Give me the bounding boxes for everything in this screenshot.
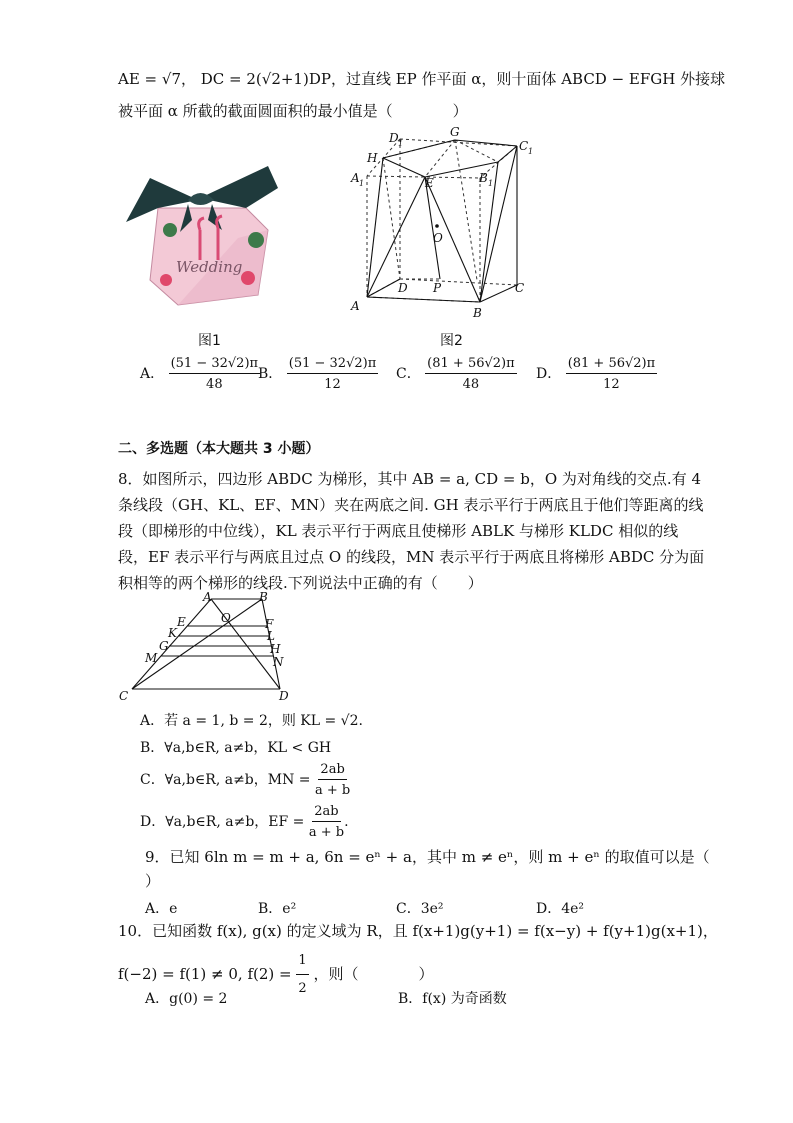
trap-label-E: E — [177, 615, 186, 629]
trap-label-O: O — [221, 611, 231, 625]
q7-option-a-denominator: 48 — [206, 377, 223, 392]
q8-line-3: 段（即梯形的中位线），KL 表示平行于两底且使梯形 ABLK 与梯形 KLDC 相似的线 — [118, 522, 679, 540]
trap-label-B: B — [259, 590, 268, 604]
q8-option-d-period: . — [344, 814, 349, 830]
q8-option-b[interactable]: B．∀a,b∈R, a≠b，KL < GH — [140, 740, 332, 756]
label-B: B — [473, 306, 482, 320]
q8-option-c-text: C．∀a,b∈R, a≠b，MN = — [140, 772, 311, 788]
label-P: P — [433, 281, 442, 295]
figure-trapezoid — [115, 590, 300, 705]
label-H: H — [367, 151, 378, 165]
q10-fraction-denominator: 2 — [298, 981, 307, 996]
q7-option-d-letter: D． — [536, 366, 562, 382]
q7-option-c[interactable] — [396, 356, 517, 392]
q8-line-5: 积相等的两个梯形的线段.下列说法中正确的有（ ） — [118, 574, 483, 592]
q7-option-b-letter: B． — [258, 366, 283, 382]
label-D1-sub: 1 — [398, 139, 404, 148]
q7-option-a-numerator: (51 − 32√2)π — [169, 356, 260, 374]
section-2-title: 二、多选题（本大题共 3 小题） — [118, 441, 320, 457]
trap-label-N: N — [273, 655, 284, 669]
label-O: O — [433, 231, 443, 245]
q10-line-1: 10．已知函数 f(x), g(x) 的定义域为 R，且 f(x+1)g(y+1) = f(x−y) + f(y+1)g(x+1)， — [118, 922, 718, 940]
trap-label-H: H — [270, 642, 281, 656]
q7-option-c-denominator: 48 — [462, 377, 480, 392]
q8-line-1: 8．如图所示，四边形 ABDC 为梯形，其中 AB = a, CD = b，O 为对角线的交点.有 4 — [118, 470, 702, 488]
q9-line-2: ） — [145, 872, 161, 890]
label-C1: C — [519, 139, 529, 153]
q10-line-2-text: f(−2) = f(1) ≠ 0, f(2) = — [118, 965, 292, 983]
label-D: D — [398, 281, 408, 295]
q9-option-a[interactable]: A．e — [145, 901, 178, 917]
trap-label-C: C — [119, 689, 129, 703]
q9-line-1: 9．已知 6ln m = m + a, 6n = eⁿ + a，其中 m ≠ eⁿ，则 m + eⁿ 的取值可以是（ — [145, 848, 710, 866]
label-C1-sub: 1 — [528, 147, 534, 156]
trap-label-G: G — [159, 639, 169, 653]
q10-line-2-tail: ，则（ ） — [313, 965, 434, 983]
q7-option-d-numerator: (81 + 56√2)π — [566, 356, 657, 374]
trap-label-A: A — [203, 590, 212, 604]
figure-2-decahedron — [345, 122, 545, 322]
q7-option-c-numerator: (81 + 56√2)π — [425, 356, 516, 374]
q8-option-c-denominator: a + b — [314, 783, 351, 798]
figure-1-wedding-text: Wedding — [176, 258, 243, 276]
q10-option-a[interactable]: A．g(0) = 2 — [145, 991, 228, 1007]
q10-fraction-numerator: 1 — [296, 950, 308, 975]
q8-line-4: 段，EF 表示平行与两底且过点 O 的线段，MN 表示平行于两底且将梯形 ABDC 分为面 — [118, 548, 705, 566]
q7-option-d-denominator: 12 — [603, 377, 620, 392]
label-B1-sub: 1 — [488, 179, 494, 188]
label-D1: D — [389, 131, 399, 145]
q8-option-d-numerator: 2ab — [312, 804, 340, 822]
q7-option-a[interactable] — [140, 356, 260, 392]
q8-option-a[interactable]: A．若 a = 1, b = 2，则 KL = √2. — [140, 713, 363, 729]
q7-line-2: 被平面 α 所截的截面圆面积的最小值是（ ） — [118, 102, 468, 120]
q7-option-a-letter: A． — [140, 366, 165, 382]
q8-option-c[interactable] — [140, 762, 350, 798]
trap-label-L: L — [267, 629, 275, 643]
q7-option-b-numerator: (51 − 32√2)π — [287, 356, 378, 374]
q7-option-d[interactable] — [536, 356, 657, 392]
label-B1: B — [479, 171, 488, 185]
trap-label-D: D — [279, 689, 289, 703]
q8-line-2: 条线段（GH、KL、EF、MN）夹在两底之间. GH 表示平行于两底且于他们等距离的线 — [118, 496, 704, 514]
q10-option-b[interactable]: B．f(x) 为奇函数 — [398, 991, 507, 1007]
q7-option-c-letter: C． — [396, 366, 421, 382]
trap-label-F: F — [265, 617, 274, 631]
label-A1: A — [351, 171, 360, 185]
label-G: G — [450, 125, 460, 139]
q8-option-d-denominator: a + b — [308, 825, 345, 840]
figure-2-caption: 图2 — [440, 333, 463, 349]
q7-line-1: AE = √7， DC = 2(√2+1)DP，过直线 EP 作平面 α，则十面体 ABCD − EFGH 外接球 — [118, 70, 726, 88]
q7-option-b[interactable] — [258, 356, 378, 392]
label-C: C — [515, 281, 525, 295]
q9-option-c[interactable]: C．3e² — [396, 901, 444, 917]
figure-1-gift-box — [118, 160, 283, 310]
trap-label-K: K — [168, 626, 177, 640]
q8-option-d[interactable] — [140, 804, 349, 840]
q9-option-b[interactable]: B．e² — [258, 901, 297, 917]
label-E: E — [425, 176, 434, 190]
q8-option-d-text: D．∀a,b∈R, a≠b，EF = — [140, 814, 305, 830]
q8-option-c-numerator: 2ab — [318, 762, 346, 780]
q7-option-b-denominator: 12 — [324, 377, 341, 392]
figure-1-caption: 图1 — [198, 333, 221, 349]
trap-label-M: M — [145, 651, 158, 665]
label-A: A — [351, 299, 360, 313]
q9-option-d[interactable]: D．4e² — [536, 901, 585, 917]
label-A1-sub: 1 — [359, 179, 365, 188]
